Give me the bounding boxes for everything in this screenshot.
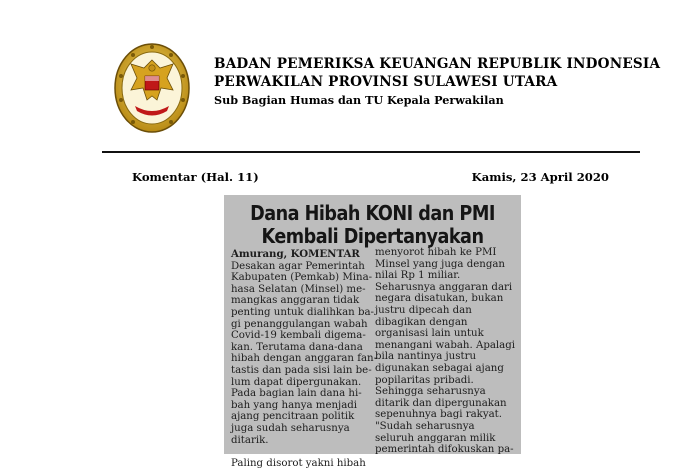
article-line: Paling disorot yakni hibah	[231, 457, 366, 469]
article-line: Seharusnya anggaran dari	[375, 281, 513, 293]
article-line: Covid-19 kembali digema-	[231, 330, 366, 342]
article-column-left	[231, 249, 377, 469]
article-line: dibagikan dengan	[375, 316, 468, 328]
article-line	[231, 446, 377, 458]
article-line: seluruh anggaran milik	[375, 432, 496, 444]
article-line: organisasi lain untuk	[375, 328, 484, 340]
article-line: hibah dengan anggaran fan-	[231, 353, 378, 365]
article-line: ajang pencitraan politik	[231, 411, 355, 423]
article-line: ditarik dan dipergunakan	[375, 397, 507, 409]
article-line: Sehingga seharusnya	[375, 386, 486, 398]
article-line: hasa Selatan (Minsel) me-	[231, 283, 366, 295]
article-line: penting untuk dialihkan ba-	[231, 306, 374, 318]
article-column-right	[375, 247, 515, 456]
article-line: pemerintah difokuskan pa-	[375, 444, 514, 456]
article-line: bah yang hanya menjadi	[231, 399, 358, 411]
header-subdivision: Sub Bagian Humas dan TU Kepala Perwakilan	[214, 93, 504, 107]
header-divider	[102, 151, 640, 153]
article-line: sepenuhnya bagi rakyat.	[375, 409, 503, 421]
article-line: digunakan sebagai ajang	[375, 362, 504, 374]
article-line: popilaritas pribadi.	[375, 374, 474, 386]
newspaper-clipping	[224, 195, 521, 469]
article-line: justru dipecah dan	[375, 304, 472, 316]
article-line: Desakan agar Pemerintah	[231, 260, 365, 272]
article-line: lum dapat dipergunakan.	[231, 376, 362, 388]
article-line: menyorot hibah ke PMI	[375, 247, 497, 258]
article-headline	[245, 202, 500, 248]
article-byline: Amurang, KOMENTAR	[231, 248, 360, 260]
header-institution-name: BADAN PEMERIKSA KEUANGAN REPUBLIK INDONESIA	[214, 56, 661, 72]
article-line: juga sudah seharusnya	[231, 422, 350, 434]
header-regional-office: PERWAKILAN PROVINSI SULAWESI UTARA	[214, 74, 558, 90]
article-line: negara disatukan, bukan	[375, 293, 504, 305]
article-line: Kabupaten (Pemkab) Mina-	[231, 272, 373, 284]
article-line: Pada bagian lain dana hi-	[231, 388, 362, 400]
article-line: bila nantinya justru	[375, 351, 476, 363]
article-line: kan. Terutama dana-dana	[231, 341, 363, 353]
newspaper-source: Komentar (Hal. 11)	[132, 170, 259, 184]
bpk-emblem	[113, 38, 191, 134]
headline-line-1: Dana Hibah KONI dan PMI	[250, 201, 495, 225]
headline-line-2: Kembali Dipertanyakan	[261, 224, 484, 248]
article-line: menangani wabah. Apalagi	[375, 339, 516, 351]
article-line: gi penanggulangan wabah	[231, 318, 368, 330]
article-line: tastis dan pada sisi lain be-	[231, 364, 372, 376]
publication-date: Kamis, 23 April 2020	[471, 170, 609, 184]
article-line: ditarik.	[231, 434, 269, 446]
article-line: nilai Rp 1 miliar.	[375, 270, 461, 282]
article-line: Minsel yang juga dengan	[375, 258, 505, 270]
article-line: mangkas anggaran tidak	[231, 295, 360, 307]
article-line: "Sudah seharusnya	[375, 420, 475, 432]
